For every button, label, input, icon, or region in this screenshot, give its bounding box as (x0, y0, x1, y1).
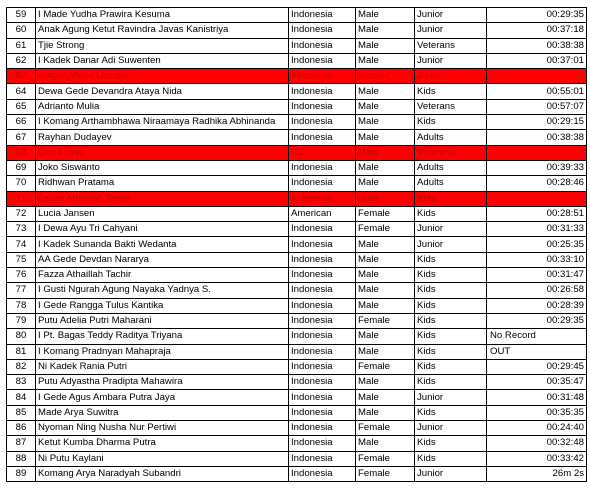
finish-time-cell: 00:37:18 (487, 23, 587, 38)
table-row (7, 130, 587, 145)
bib-number-cell: 72 (7, 206, 36, 221)
participant-name-cell: Dewa Gede Devandra Ataya Nida (36, 84, 289, 99)
bib-number-cell: 74 (7, 237, 36, 252)
finish-time-cell: 00:33:10 (487, 252, 587, 267)
table-row (7, 8, 587, 23)
country-cell: Indonesia (289, 23, 356, 38)
category-cell: Kids (415, 451, 487, 466)
category-cell: Adults (415, 160, 487, 175)
table-row (7, 252, 587, 267)
bib-number-cell: 62 (7, 53, 36, 68)
participant-name-cell: Lucia Jansen (36, 206, 289, 221)
gender-cell: Male (356, 283, 415, 298)
category-cell: Junior (415, 237, 487, 252)
country-cell: Indonesia (289, 252, 356, 267)
table-row-highlighted (7, 69, 587, 84)
participant-name-cell: I Pt. Bagas Teddy Raditya Triyana (36, 329, 289, 344)
participant-name-cell: Ridhwan Pratama (36, 176, 289, 191)
gender-cell: Female (356, 313, 415, 328)
gender-cell: Male (356, 191, 415, 206)
finish-time-cell: OUT (487, 344, 587, 359)
gender-cell: Male (356, 344, 415, 359)
finish-time-cell: 00:28:39 (487, 298, 587, 313)
category-cell: Veterans (415, 38, 487, 53)
country-cell: Indonesia (289, 84, 356, 99)
category-cell: Veterans (415, 99, 487, 114)
participant-name-cell: I Gusti Ngurah Agung Nayaka Yadnya S. (36, 283, 289, 298)
country-cell: Indonesia (289, 421, 356, 436)
country-cell: Indonesia (289, 69, 356, 84)
table-row (7, 23, 587, 38)
table-row (7, 298, 587, 313)
gender-cell: Female (356, 421, 415, 436)
table-row (7, 451, 587, 466)
bib-number-cell: 65 (7, 99, 36, 114)
gender-cell: Female (356, 359, 415, 374)
gender-cell: Female (356, 466, 415, 481)
participant-name-cell: I Made Yudha Prawira Kesuma (36, 8, 289, 23)
table-row (7, 115, 587, 130)
category-cell: Junior (415, 69, 487, 84)
country-cell: Indonesia (289, 99, 356, 114)
bib-number-cell: 82 (7, 359, 36, 374)
table-row (7, 176, 587, 191)
finish-time-cell: 00:39:33 (487, 160, 587, 175)
category-cell: Kids (415, 115, 487, 130)
finish-time-cell: 00:31:48 (487, 390, 587, 405)
category-cell: Junior (415, 23, 487, 38)
gender-cell: Male (356, 329, 415, 344)
category-cell: Kids (415, 252, 487, 267)
bib-number-cell: 71 (7, 191, 36, 206)
participant-name-cell: I Komang Pradnyan Mahapraja (36, 344, 289, 359)
category-cell: Kids (415, 206, 487, 221)
table-row (7, 421, 587, 436)
bib-number-cell: 69 (7, 160, 36, 175)
category-cell: Junior (415, 390, 487, 405)
country-cell: Indonesia (289, 313, 356, 328)
finish-time-cell: 00:38:38 (487, 38, 587, 53)
finish-time-cell: 00:26:58 (487, 283, 587, 298)
finish-time-cell: 00:29:35 (487, 8, 587, 23)
table-row (7, 313, 587, 328)
gender-cell: Male (356, 23, 415, 38)
country-cell: Indonesia (289, 191, 356, 206)
bib-number-cell: 70 (7, 176, 36, 191)
bib-number-cell: 66 (7, 115, 36, 130)
bib-number-cell: 68 (7, 145, 36, 160)
category-cell: Junior (415, 222, 487, 237)
participant-name-cell: Ni Kadek Rania Putri (36, 359, 289, 374)
bib-number-cell: 60 (7, 23, 36, 38)
country-cell: American (289, 206, 356, 221)
table-row (7, 206, 587, 221)
finish-time-cell (487, 145, 587, 160)
participant-name-cell: Adrianto Mulia (36, 99, 289, 114)
finish-time-cell: 26m 2s (487, 466, 587, 481)
table-row (7, 344, 587, 359)
table-row (7, 38, 587, 53)
category-cell: Kids (415, 436, 487, 451)
gender-cell: Male (356, 375, 415, 390)
country-cell: Indonesia (289, 176, 356, 191)
bib-number-cell: 64 (7, 84, 36, 99)
participant-name-cell: I Komang Arthambhawa Niraamaya Radhika Abhinanda (36, 115, 289, 130)
gender-cell: Male (356, 436, 415, 451)
gender-cell: Male (356, 298, 415, 313)
participant-name-cell: I Kadek Danar Adi Suwenten (36, 53, 289, 68)
bib-number-cell: 76 (7, 268, 36, 283)
gender-cell: Male (356, 130, 415, 145)
bib-number-cell: 81 (7, 344, 36, 359)
bib-number-cell: 79 (7, 313, 36, 328)
bib-number-cell: 61 (7, 38, 36, 53)
table-row (7, 375, 587, 390)
gender-cell: Male (356, 252, 415, 267)
country-cell: Indonesia (289, 436, 356, 451)
country-cell: Indonesia (289, 359, 356, 374)
table-row (7, 237, 587, 252)
category-cell: Kids (415, 405, 487, 420)
country-cell: Indonesia (289, 130, 356, 145)
finish-time-cell: 00:37:01 (487, 53, 587, 68)
category-cell: Kids (415, 313, 487, 328)
gender-cell: Male (356, 160, 415, 175)
table-row (7, 436, 587, 451)
country-cell: Indonesia (289, 375, 356, 390)
category-cell: Junior (415, 8, 487, 23)
category-cell: Adults (415, 130, 487, 145)
country-cell: Indonesia (289, 38, 356, 53)
gender-cell: Male (356, 176, 415, 191)
country-cell: Indonesia (289, 405, 356, 420)
participant-name-cell: Putu Adyastha Pradipta Mahawira (36, 375, 289, 390)
participant-name-cell: Komang Arya Naradyah Subandri (36, 466, 289, 481)
category-cell: Adults (415, 176, 487, 191)
bib-number-cell: 78 (7, 298, 36, 313)
finish-time-cell: No Record (487, 329, 587, 344)
bib-number-cell: 87 (7, 436, 36, 451)
participant-name-cell: Dan Florec (36, 145, 289, 160)
table-row (7, 359, 587, 374)
participant-name-cell: Fazza Athaillah Tachir (36, 268, 289, 283)
gender-cell: Male (356, 84, 415, 99)
category-cell: Kids (415, 329, 487, 344)
category-cell: Kids (415, 375, 487, 390)
country-cell: Indonesia (289, 53, 356, 68)
category-cell: Kids (415, 298, 487, 313)
country-cell: Indonesia (289, 329, 356, 344)
participant-name-cell: Anak Agung Ketut Ravindra Javas Kanistriya (36, 23, 289, 38)
finish-time-cell: 00:38:38 (487, 130, 587, 145)
category-cell: Veterans (415, 145, 487, 160)
country-cell: Indonesia (289, 268, 356, 283)
finish-time-cell: 00:28:46 (487, 176, 587, 191)
table-row (7, 283, 587, 298)
bib-number-cell: 75 (7, 252, 36, 267)
finish-time-cell: 00:57:07 (487, 99, 587, 114)
gender-cell: Female (356, 69, 415, 84)
bib-number-cell: 77 (7, 283, 36, 298)
table-row (7, 160, 587, 175)
bib-number-cell: 80 (7, 329, 36, 344)
bib-number-cell: 84 (7, 390, 36, 405)
category-cell: Kids (415, 283, 487, 298)
table-row-highlighted (7, 191, 587, 206)
country-cell: Indonesia (289, 298, 356, 313)
category-cell: Junior (415, 421, 487, 436)
gender-cell: Male (356, 268, 415, 283)
table-row (7, 390, 587, 405)
participant-name-cell: I Gede Rangga Tulus Kantika (36, 298, 289, 313)
gender-cell: Female (356, 206, 415, 221)
finish-time-cell: 00:29:45 (487, 359, 587, 374)
bib-number-cell: 89 (7, 466, 36, 481)
participant-name-cell: Rayhan Dudayev (36, 130, 289, 145)
bib-number-cell: 59 (7, 8, 36, 23)
category-cell: Junior (415, 53, 487, 68)
country-cell: Indonesia (289, 222, 356, 237)
table-row (7, 222, 587, 237)
results-table-body (7, 8, 587, 482)
finish-time-cell: 00:31:33 (487, 222, 587, 237)
participant-name-cell: Nyoman Ning Nusha Nur Pertiwi (36, 421, 289, 436)
country-cell: CZ (289, 145, 356, 160)
finish-time-cell: 00:35:35 (487, 405, 587, 420)
finish-time-cell: 00:55:01 (487, 84, 587, 99)
participant-name-cell: Joko Siswanto (36, 160, 289, 175)
bib-number-cell: 83 (7, 375, 36, 390)
bib-number-cell: 67 (7, 130, 36, 145)
participant-name-cell: I Dewa Ayu Tri Cahyani (36, 222, 289, 237)
participant-name-cell: Tjie Strong (36, 38, 289, 53)
gender-cell: Male (356, 53, 415, 68)
country-cell: Indonesia (289, 466, 356, 481)
category-cell: Kids (415, 344, 487, 359)
finish-time-cell: 00:31:47 (487, 268, 587, 283)
bib-number-cell: 73 (7, 222, 36, 237)
finish-time-cell (487, 69, 587, 84)
participant-name-cell: Ni Putu Kaylani (36, 451, 289, 466)
country-cell: Indonesia (289, 115, 356, 130)
bib-number-cell: 86 (7, 421, 36, 436)
bib-number-cell: 88 (7, 451, 36, 466)
participant-name-cell: Fazza Athaillah Tachir (36, 191, 289, 206)
participant-name-cell: Made Arya Suwitra (36, 405, 289, 420)
country-cell: Indonesia (289, 344, 356, 359)
table-row (7, 84, 587, 99)
finish-time-cell: 00:24:40 (487, 421, 587, 436)
finish-time-cell: 00:28:51 (487, 206, 587, 221)
results-table (6, 7, 587, 482)
table-row (7, 268, 587, 283)
finish-time-cell: 00:29:35 (487, 313, 587, 328)
table-row-highlighted (7, 145, 587, 160)
participant-name-cell: Putu Adelia Putri Maharani (36, 313, 289, 328)
gender-cell: Male (356, 115, 415, 130)
table-row (7, 466, 587, 481)
gender-cell: Male (356, 38, 415, 53)
country-cell: Indonesia (289, 237, 356, 252)
finish-time-cell: 00:33:42 (487, 451, 587, 466)
participant-name-cell: I Kadek Sunanda Bakti Wedanta (36, 237, 289, 252)
finish-time-cell (487, 191, 587, 206)
finish-time-cell: 00:25:35 (487, 237, 587, 252)
gender-cell: Female (356, 222, 415, 237)
finish-time-cell: 00:29:15 (487, 115, 587, 130)
gender-cell: Male (356, 405, 415, 420)
category-cell: Kids (415, 84, 487, 99)
table-row (7, 405, 587, 420)
finish-time-cell: 00:35:47 (487, 375, 587, 390)
gender-cell: Male (356, 237, 415, 252)
gender-cell: Male (356, 99, 415, 114)
category-cell: Kids (415, 268, 487, 283)
country-cell: Indonesia (289, 451, 356, 466)
participant-name-cell: AA Gede Devdan Nararya (36, 252, 289, 267)
country-cell: Indonesia (289, 283, 356, 298)
participant-name-cell: Ketut Kumba Dharma Putra (36, 436, 289, 451)
participant-name-cell: I Gede Agus Ambara Putra Jaya (36, 390, 289, 405)
table-row (7, 99, 587, 114)
country-cell: Indonesia (289, 160, 356, 175)
table-row (7, 329, 587, 344)
gender-cell: Female (356, 451, 415, 466)
category-cell: Kids (415, 191, 487, 206)
gender-cell: Male (356, 8, 415, 23)
category-cell: Kids (415, 359, 487, 374)
finish-time-cell: 00:32:48 (487, 436, 587, 451)
table-row (7, 53, 587, 68)
bib-number-cell: 63 (7, 69, 36, 84)
category-cell: Junior (415, 466, 487, 481)
gender-cell: Male (356, 390, 415, 405)
gender-cell: Male (356, 145, 415, 160)
participant-name-cell: Abigail Marie Lodope (36, 69, 289, 84)
country-cell: Indonesia (289, 390, 356, 405)
country-cell: Indonesia (289, 8, 356, 23)
bib-number-cell: 85 (7, 405, 36, 420)
